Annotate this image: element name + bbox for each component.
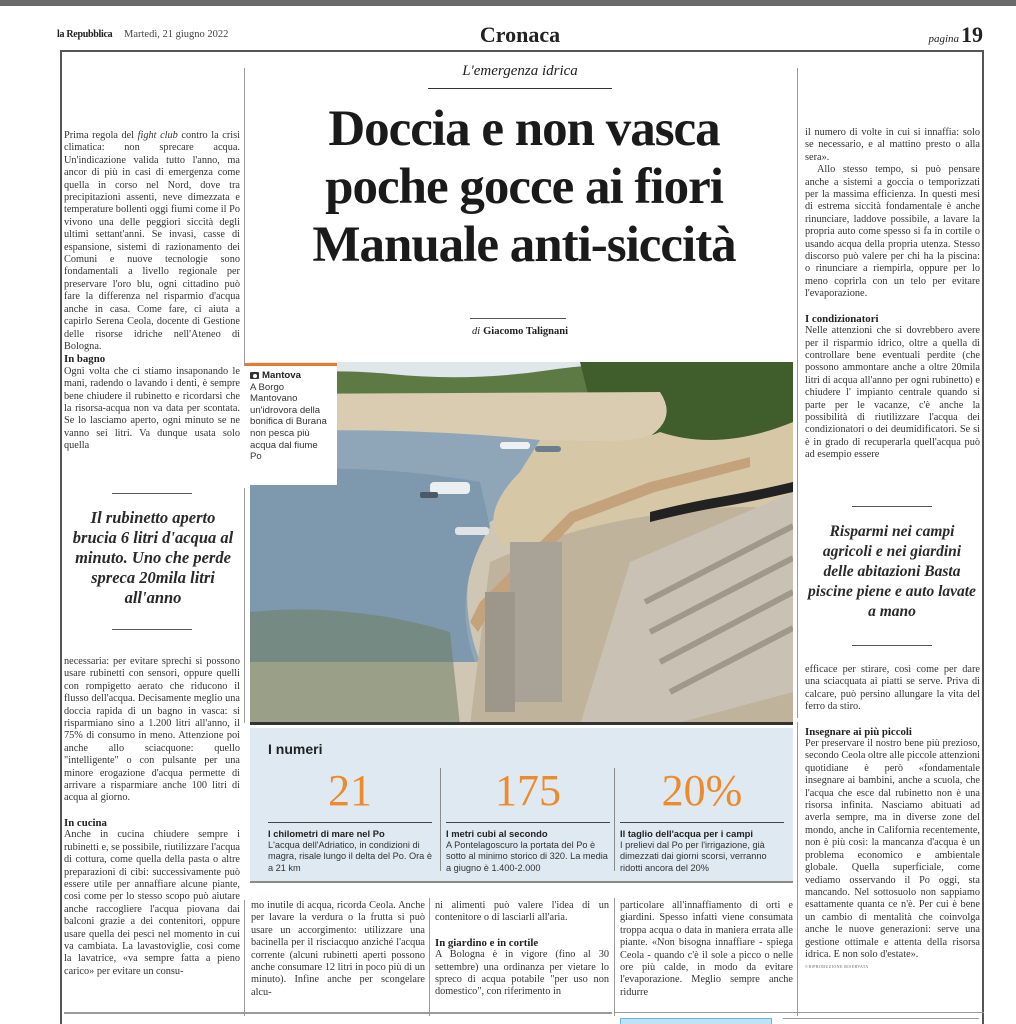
- headline-line-3: Manuale anti-siccità: [312, 217, 736, 273]
- headline-line-1: Doccia e non vasca: [328, 101, 720, 157]
- continued-paragraph: necessaria: per evitare sprechi si possono usare rubinetti con sensori, oppure quelli con rompigetto aerato che riducono il flusso dell'acqua. Decisamente meglio una doccia rapida di un bagno in vasca: si risparmiano sino a 1.200 litri all'anno, il 75% di consumo in meno. Attenzione poi anche allo sciacquone: quello "intelligente" o con pulsante per una minore erogazione d'acqua permette di arrivare a risparmiare anche 100 litri di acqua al giorno.: [64, 656, 240, 804]
- next-article-box: [620, 1018, 772, 1024]
- column-divider: [797, 68, 798, 718]
- left-column-continued: [64, 656, 240, 978]
- byline: di Giacomo Talignani: [471, 326, 569, 337]
- column-divider: [244, 68, 245, 366]
- subhead-condizionatori: I condizionatori: [805, 312, 879, 325]
- stat-175-m3s: [446, 764, 610, 876]
- pullquote-rule: [852, 506, 932, 507]
- pullquote-left: Il rubinetto aperto brucia 6 litri d'acqua al minuto. Uno che perde spreca 20mila litri all'anno: [72, 508, 234, 607]
- stat-title: I metri cubi al secondo: [446, 828, 548, 839]
- column-divider: [797, 722, 798, 1016]
- caption-text: A Borgo Mantovano un'idrovora della bonifica di Burana non pesca più acqua dal fiume Po: [250, 381, 327, 463]
- stat-value: 20%: [661, 766, 743, 815]
- stat-21-km: [268, 764, 432, 876]
- photo-caption: [245, 363, 337, 485]
- page-number-value: 19: [961, 22, 983, 47]
- camera-icon: [250, 372, 259, 379]
- intro-paragraph: Prima regola del fight club contro la crisi climatica: non sprecare acqua. Un'indicazione valida tutto l'anno, ma ancor di più in casi di emergenza come quella in corso nel Nord, dove tra precipitazioni assenti, neve dimezzata e temperature bollenti oggi fiumi come il Po vivono una delle peggiori siccità degli ultimi settant'anni. Se invasi, casse di espansione, sistemi di razionamento dei Comuni e nuove tecnologie sono fondamentali a livello regionale per preservare l'oro blu, ogni cittadino può fare la differenza nel risparmio d'acqua anche in casa. Come fare, ci aiuta a capirlo Serena Ceola, docente di Gestione delle risorse idriche nell'Ateneo di Bologna.: [64, 130, 240, 352]
- issue-date: Martedì, 21 giugno 2022: [124, 29, 229, 40]
- pullquote-rule: [112, 493, 192, 494]
- headline-rule: [470, 318, 566, 319]
- fight-club-emphasis: fight club: [137, 130, 178, 141]
- stat-title: I chilometri di mare nel Po: [268, 828, 385, 839]
- subhead-insegnare: Insegnare ai più piccoli: [805, 725, 912, 738]
- column-divider: [244, 488, 245, 723]
- masthead: [55, 22, 985, 50]
- stat-rule: [268, 822, 432, 823]
- author-name: Giacomo Talignani: [483, 326, 569, 337]
- caption-location: Mantova: [250, 370, 332, 382]
- stat-title: Il taglio dell'acqua per i campi: [620, 828, 753, 839]
- in-cucina-paragraph: Anche in cucina chiudere sempre i rubinetti e, se possibile, riutilizzare l'acqua di cottura, come quella della pasta o altre preparazioni di cibi: successivamente può essere utile per annaffiare alcune piante, così come per lo stesso scopo può aiutare anche raccogliere l'acqua piovana dai balconi grazie a dei contenitori, oppure usare quella dei pesci nel momento in cui va cambiata. La lavastoviglie, così come la lavatrice, «va sempre fatta a pieno carico» per evitare un consu-: [64, 829, 240, 977]
- stat-description: A Pontelagoscuro la portata del Po è sotto al minimo storico di 320. La media a giugno è 1.400-2.000: [446, 840, 608, 873]
- stat-20-percent: [620, 764, 784, 876]
- bottom-rule: [614, 1012, 984, 1013]
- left-column-intro: [64, 130, 240, 453]
- top-bar: [0, 0, 1016, 6]
- stat-rule: [620, 822, 784, 823]
- copyright-notice: ©RIPRODUZIONE RISERVATA: [805, 964, 869, 970]
- right-column-top: il numero di volte in cui si innaffia: solo se necessario, e al mattino presto o alla sera». Allo stesso tempo, si può pensare anche a sistemi a goccia o temporizzati per la massima efficienza. In questi mesi di estrema siccità fondamentale è anche rinunciare, laddove possibile, a lavare la propria auto come spesso si fa in cortile o usando acqua della propria utenza. Stesso discorso può valere per chi ha la piscina: o rinunciare a riempirla, oppure per lo meno coprirla con un telo per evitare l'evaporazione. I condizionatori Nelle attenzioni che si dovrebbero avere per il risparmio idrico, oltre a quella di controllare bene eventuali perdite (che possono ammontare anche a oltre 20mila litri di acqua all'anno per ogni rubinetto) e chiudere l' impianto centrale quando si parte per le vacanze, c'è anche la possibilità di riutilizzare l'acqua dei condizionatori o dei deumidificatori. Se si è in grado di recuperarla quell'acqua può ad esempio essere: [805, 127, 980, 461]
- numbers-box: [250, 728, 793, 883]
- right-column-continued: efficace per stirare, così come per dare una sciacquata ai piatti se serve. Priva di calcare, può persino allungare la vita del ferro da stiro. Insegnare ai più piccoli Per preservare il nostro bene più prezioso, secondo Ceola oltre alle piccole attenzioni quotidiane è però «fondamentale insegnare ai bambini, anche a scuola, che l'acqua che esce dal rubinetto non è una risorsa infinita. Nasciamo abituati ad averla sempre, ma in diverse zone del mondo, anche in California recentemente, non è più così: la mancanza d'acqua è un problema economico e ambientale globale. Quella superficiale, come vediamo osservando il Po oggi, sta mancando. Nel sottosuolo non sappiamo esattamente quanta ce n'è. Per cui è bene un cambio di mentalità che coinvolga anche le nuove generazioni: serve una gestione ottimale e attenta della risorsa idrica. E non solo d'estate». ©RIPRODUZIONE RISERVATA: [805, 664, 980, 974]
- stat-description: L'acqua dell'Adriatico, in condizioni di magra, risale lungo il delta del Po. Ora è a 21 km: [268, 840, 432, 873]
- stat-divider: [440, 768, 441, 871]
- newspaper-brand: la Repubblica: [57, 29, 113, 40]
- pullquote-rule: [112, 629, 192, 630]
- numbers-title: I numeri: [268, 741, 323, 757]
- in-bagno-paragraph: Ogni volta che ci stiamo insaponando le mani, radendo o lavando i denti, è sempre bene chiudere il rubinetto e ricordarsi che la risorsa-acqua non va data per scontata. Se lo lasciamo aperto, ogni minuto se ne vanno sei litri. Va dunque usata solo quella: [64, 365, 240, 452]
- column-divider: [244, 900, 245, 1016]
- subhead-in-giardino: In giardino e in cortile: [435, 936, 539, 949]
- pullquote-right: Risparmi nei campi agricoli e nei giardini delle abitazioni Basta piscine piene e auto lavate a mano: [808, 523, 976, 620]
- headline: [254, 100, 794, 274]
- page-label: pagina: [928, 33, 959, 45]
- stat-description: I prelievi dal Po per l'irrigazione, già dimezzati dai giorni scorsi, verranno ridotti ancora del 20%: [620, 840, 767, 873]
- bottom-column-2: ni alimenti può valere l'idea di un contenitore o di lasciarli all'aria. In giardino e in cortile A Bologna è in vigore (fino al 30 settembre) una ordinanza per vietare lo spreco di acqua potabile "per uso non domestico", con riferimento in: [435, 900, 609, 998]
- subhead-in-cucina: In cucina: [64, 816, 107, 829]
- stat-value: 21: [328, 766, 372, 815]
- bottom-column-1: mo inutile di acqua, ricorda Ceola. Anche per lavare la verdura o la frutta si può usare un accorgimento: utilizzare una bacinella per il risciacquo anziché l'acqua corrente (alcuni rubinetti aperti possono anche consumare 12 litri in poco più di un minuto). Infine anche per scongelare alcu-: [251, 900, 425, 998]
- bottom-column-3: particolare all'innaffiamento di orti e giardini. Spesso infatti viene consumata troppa acqua o data in maniera errata alle piante. «Non bisogna innaffiare - spiega Ceola - quando c'è il sole a picco o nelle ore più calde, in modo da evitare l'evaporazione. Meglio sempre anche ridurre: [620, 900, 793, 998]
- subhead-in-bagno: In bagno: [64, 353, 106, 366]
- headline-line-2: poche gocce ai fiori: [325, 159, 723, 215]
- page-number: [928, 22, 983, 48]
- kicker: L'emergenza idrica: [428, 63, 612, 89]
- stat-divider: [614, 768, 615, 871]
- stat-value: 175: [495, 766, 561, 815]
- next-article-box: [783, 1018, 979, 1024]
- pullquote-rule: [852, 645, 932, 646]
- section-title: Cronaca: [479, 22, 561, 47]
- column-divider: [429, 898, 430, 1016]
- stat-rule: [446, 822, 610, 823]
- column-divider: [614, 898, 615, 1016]
- bottom-rule: [64, 1012, 612, 1014]
